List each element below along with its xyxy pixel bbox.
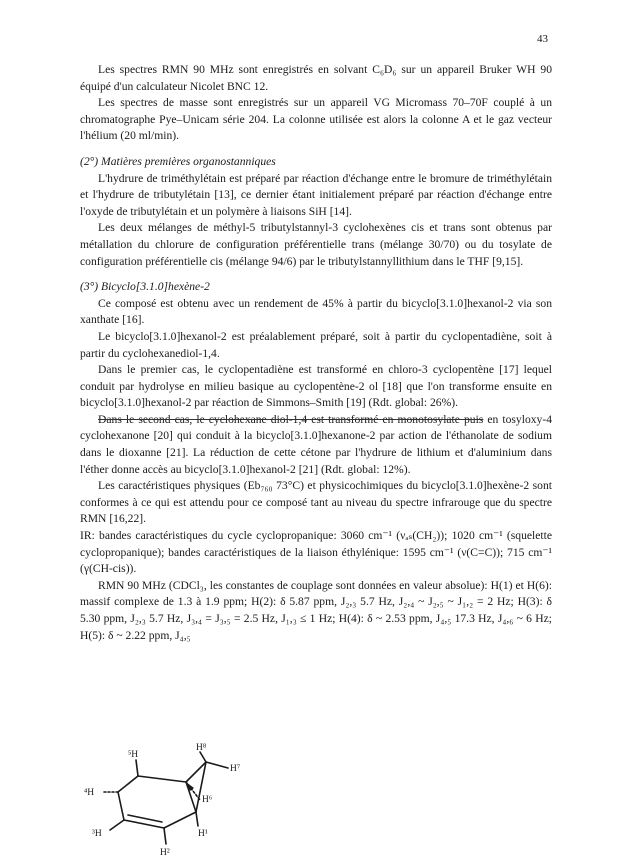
bond-h2 xyxy=(164,828,166,844)
struck-text: Dans le second cas, le cyclohexane diol-1,4 est transformé en monotosylate puis xyxy=(98,412,484,426)
text-column xyxy=(80,62,552,644)
double-bond-inner xyxy=(128,815,162,822)
paragraph-trimethyltin-hydride: L'hydrure de triméthylétain est préparé par réaction d'échange entre le bromure de triméthylétain et l'hydrure de tributylétain [13], ce dernier étant initialement préparé par réaction d'échange entre l'oxyde de tributylétain et un polymère à liaisons SiH [14]. xyxy=(80,171,552,218)
bond-c6-c2 xyxy=(164,812,196,828)
label-h1: H¹ xyxy=(198,829,208,839)
bond-h1 xyxy=(196,812,198,826)
paragraph-nmr-data: RMN 90 MHz (CDCl₃, les constantes de couplage sont données en valeur absolue): H(1) et H(6): massif complexe de 1.3 à 1.9 ppm; H(2): δ 5.87 ppm, J₂,₃ 5.7 Hz, J₂,₄ ~ J₂,₅ ~ J₁,₂ = 2 Hz; H(3): δ 5.30 ppm, J₂,₃ 5.7 Hz, J₃,₄ = J₃,₅ = 2.5 Hz, J₁,₃ ≤ 1 Hz; H(4): δ ~ 2.53 ppm, J₄,₅ 17.3 Hz, J₄,₆ ~ 6 Hz; H(5): δ ~ 2.22 ppm, J₄,₅ xyxy=(80,578,552,642)
label-h2: H² xyxy=(160,848,170,858)
paragraph-precursor: Le bicyclo[3.1.0]hexanol-2 est préalablement préparé, soit à partir du cyclopentadiène, soit à partir du cyclohexanediol-1,4. xyxy=(80,329,552,360)
label-h7: H⁷ xyxy=(230,764,241,774)
paragraph-first-route: Dans le premier cas, le cyclopentadiène est transformé en chloro-3 cyclopentène [17] lequel conduit par hydrolyse en milieu basique au cyclopentène-2 ol [18] que l'on transforme ensuite en bicyclo[3.1.0]hexanol-2 par réaction de Simmons–Smith [19] (Rdt. global: 26%). xyxy=(80,363,552,410)
section-title-bicyclohexene: (3°) Bicyclo[3.1.0]hexène-2 xyxy=(80,280,210,294)
bond-h5 xyxy=(136,760,138,776)
label-h6: H⁶ xyxy=(202,795,213,805)
label-h8: H⁸ xyxy=(196,743,207,753)
bond-h7 xyxy=(206,762,228,768)
second-route-text: en tosyloxy-4 cyclohexanone [20] qui conduit à la bicyclo[3.1.0]hexanone-2 par action de l'éthanolate de sodium dans le dioxanne [21]. La réduction de cette cétone par l'hydrure de lithium et d'aluminium dans l'éther donne accès au bicyclo[3.1.0]hexanol-2 [21] (Rdt. global: 12%). xyxy=(80,412,552,476)
paragraph-characteristics: Les caractéristiques physiques (Eb₇₆₀ 73°C) et physicochimiques du bicyclo[3.1.0]hexène-2 sont conformes à ce qui est attendu pour ce composé tant au niveau du spectre infrarouge que du spectre RMN [16,22]. xyxy=(80,479,552,526)
label-h4: ⁴H xyxy=(84,788,95,798)
paragraph-ir: IR: bandes caractéristiques du cycle cyclopropanique: 3060 cm⁻¹ (νₐₛ(CH₂)); 1020 cm⁻¹ (squelette cyclopropanique); bandes caractéristiques de la liaison éthylénique: 1595 cm⁻¹ (ν(C=C)); 715 cm⁻¹ (γ(CH-cis)). xyxy=(80,529,552,576)
bicyclohexene-structure xyxy=(78,740,268,860)
section-title-organotin: (2°) Matières premières organostanniques xyxy=(80,154,276,168)
paragraph-mass-spectra: Les spectres de masse sont enregistrés sur un appareil VG Micromass 70–70F couplé à un chromatographe Pye–Unicam série 204. La colonne utilisée est alors la colonne A et le gaz vecteur l'hélium (20 ml/min). xyxy=(80,96,552,143)
bond-h8 xyxy=(200,752,206,762)
structure-figure xyxy=(78,740,268,860)
page-number: 43 xyxy=(537,33,548,45)
bond-c5-c1 xyxy=(138,776,186,782)
label-h5: ⁵H xyxy=(128,750,139,760)
label-h3: ³H xyxy=(92,829,102,839)
paragraph-yield: Ce composé est obtenu avec un rendement de 45% à partir du bicyclo[3.1.0]hexanol-2 via son xanthate [16]. xyxy=(80,296,552,327)
bond-c3-c4 xyxy=(118,792,124,820)
paragraph-cyclohexenes: Les deux mélanges de méthyl-5 tributylstannyl-3 cyclohexènes cis et trans sont obtenus par métallation du chlorure de configuration préférentielle trans (mélange 30/70) ou du tosylate de configuration préférentielle cis (mélange 94/6) par le tributylstannyllithium dans le THF [9,15]. xyxy=(80,221,552,268)
paragraph-second-route xyxy=(80,412,552,478)
bond-c4-c5 xyxy=(118,776,138,792)
paragraph-nmr-spectra: Les spectres RMN 90 MHz sont enregistrés en solvant C₆D₆ sur un appareil Bruker WH 90 équipé d'un calculateur Nicolet BNC 12. xyxy=(80,63,552,93)
bond-h3 xyxy=(110,820,124,830)
